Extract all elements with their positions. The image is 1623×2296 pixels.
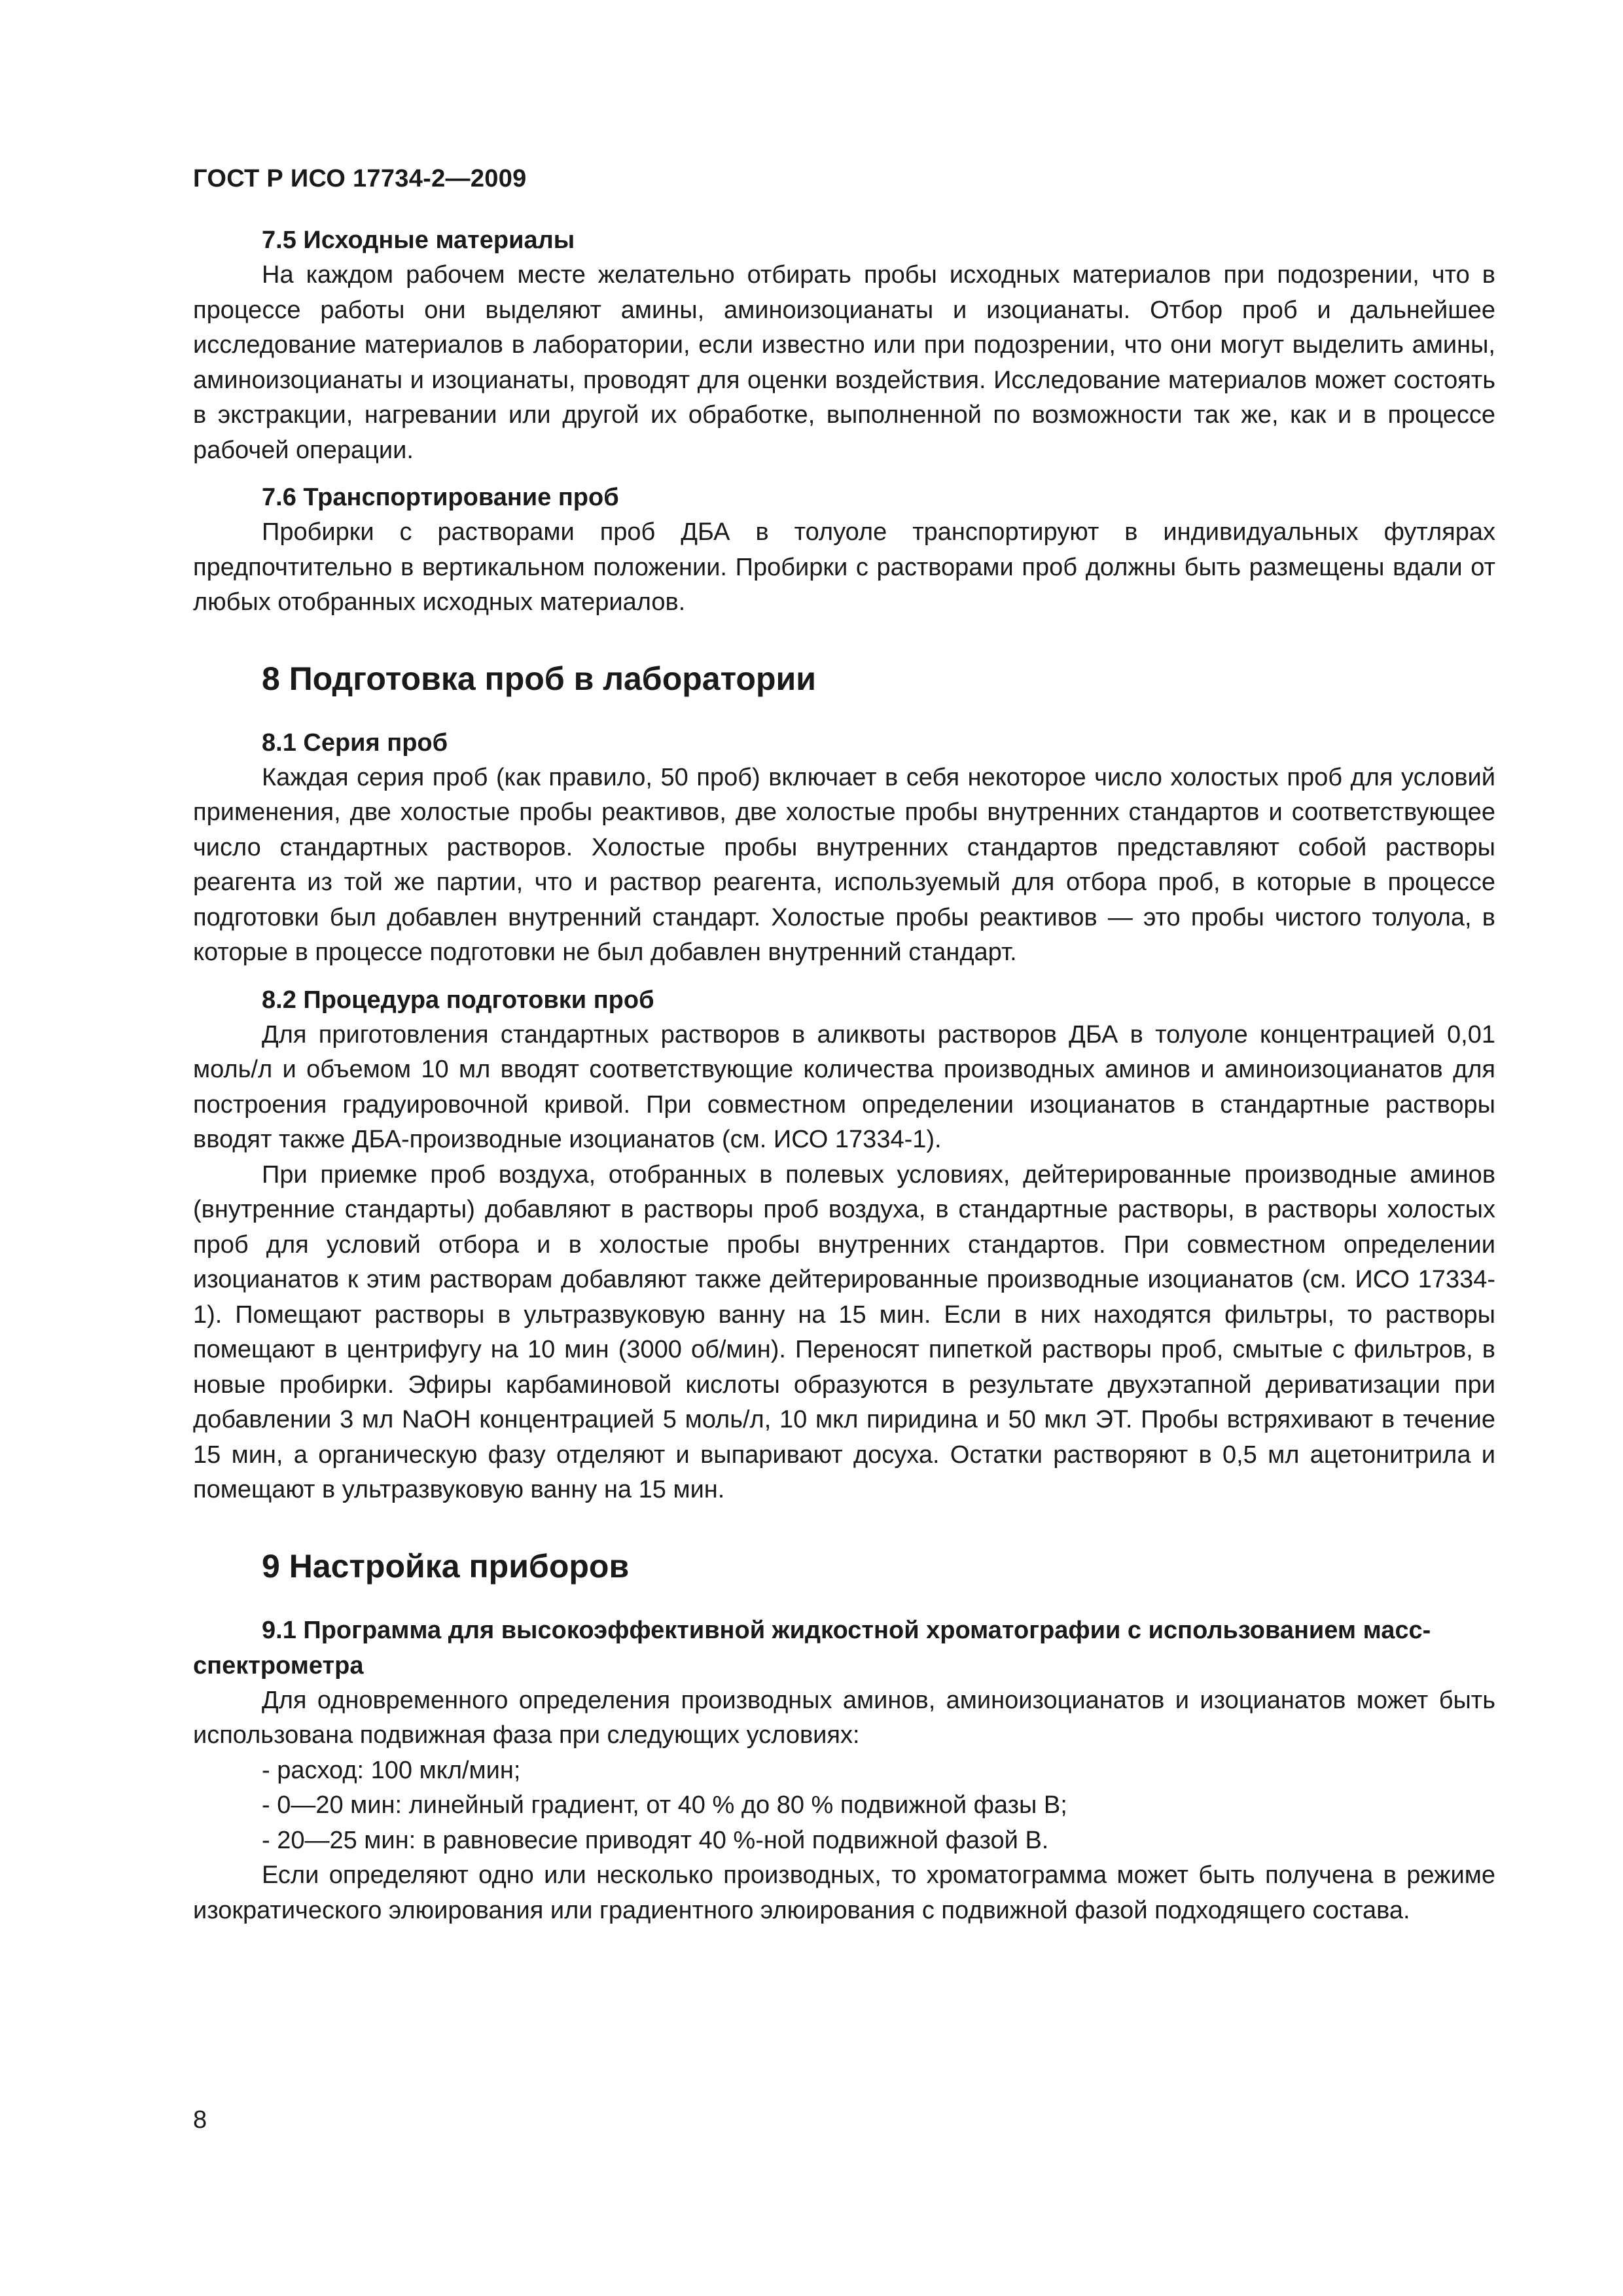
subsection-8-2-heading: 8.2 Процедура подготовки проб [262,986,654,1014]
page-number: 8 [193,2106,207,2134]
subsection-8-2-paragraph-2: При приемке проб воздуха, отобранных в полевых условиях, дейтерированные производные аминов (внутренние стандарты) добавляют в растворы проб воздуха, в стандартные растворы, в растворы холостых проб для условий отбора и в холостые пробы внутренних стандартов. При совместном определении изоцианатов к этим растворам добавляют также дейтерированные производные изоцианатов (см. ИСО 17334-1). Помещают растворы в ультразвуковую ванну на 15 мин. Если в них находятся фильтры, то растворы помещают в центрифугу на 10 мин (3000 об/мин). Переносят пипеткой растворы проб, смытые с фильтров, в новые пробирки. Эфиры карбаминовой кислоты образуются в результате двухэтапной дериватизации при добавлении 3 мл NaOH концентрацией 5 моль/л, 10 мкл пиридина и 50 мкл ЭТ. Пробы встряхивают в течение 15 мин, а органическую фазу отделяют и выпаривают досуха. Остатки растворяют в 0,5 мл ацетонитрила и помещают в ультразвуковую ванну на 15 мин. [193,1160,1495,1503]
subsection-8-1-paragraph: Каждая серия проб (как правило, 50 проб) включает в себя некоторое число холостых проб для условий применения, две холостые пробы реактивов, две холостые пробы внутренних стандартов и соответствующее число стандартных растворов. Холостые пробы внутренних стандартов представляют собой растворы реагента из той же партии, что и раствор реагента, используемый для отбора проб, в которые в процессе подготовки был добавлен внутренний стандарт. Холостые пробы реактивов — это пробы чистого толуола, в которые в процессе подготовки не был добавлен внутренний стандарт. [193,763,1495,966]
section-8-heading: 8 Подготовка проб в лаборатории [262,660,816,697]
subsection-7-6-paragraph: Пробирки с растворами проб ДБА в толуоле транспортируют в индивидуальных футлярах предпочтительно в вертикальном положении. Пробирки с растворами проб должны быть размещены вдали от любых отобранных исходных материалов. [193,518,1495,616]
page-content [193,223,1495,1928]
subsection-7-5-heading: 7.5 Исходные материалы [262,226,575,254]
list-item: - 0—20 мин: линейный градиент, от 40 % до 80 % подвижной фазы В; [262,1791,1067,1819]
standard-header: ГОСТ Р ИСО 17734-2—2009 [193,165,527,192]
subsection-9-1-paragraph-2: Если определяют одно или несколько производных, то хроматограмма может быть получена в режиме изократического элюирования или градиентного элюирования с подвижной фазой подходящего состава. [193,1861,1495,1924]
subsection-9-1-paragraph-1: Для одновременного определения производных аминов, аминоизоцианатов и изоцианатов может быть использована подвижная фаза при следующих условиях: [193,1686,1495,1749]
subsection-9-1-heading: 9.1 Программа для высокоэффективной жидкостной хроматографии с использованием масс-спектрометра [193,1616,1431,1679]
subsection-8-1-heading: 8.1 Серия проб [262,728,448,757]
list-item: - расход: 100 мкл/мин; [262,1756,521,1784]
list-item: - 20—25 мин: в равновесие приводят 40 %-ной подвижной фазой В. [262,1826,1049,1854]
subsection-7-5-paragraph: На каждом рабочем месте желательно отбирать пробы исходных материалов при подозрении, что в процессе работы они выделяют амины, аминоизоцианаты и изоцианаты. Отбор проб и дальнейшее исследование материалов в лаборатории, если известно или при подозрении, что они могут выделить амины, аминоизоцианаты и изоцианаты, проводят для оценки воздействия. Исследование материалов может состоять в экстракции, нагревании или другой их обработке, выполненной по возможности так же, как и в процессе рабочей операции. [193,261,1495,464]
subsection-8-2-paragraph-1: Для приготовления стандартных растворов в аликвоты растворов ДБА в толуоле концентрацией 0,01 моль/л и объемом 10 мл вводят соответствующие количества производных аминов и аминоизоцианатов для построения градуировочной кривой. При совместном определении изоцианатов в стандартные растворы вводят также ДБА-производные изоцианатов (см. ИСО 17334-1). [193,1020,1495,1153]
section-9-heading: 9 Настройка приборов [262,1547,630,1585]
subsection-7-6-heading: 7.6 Транспортирование проб [262,484,619,511]
